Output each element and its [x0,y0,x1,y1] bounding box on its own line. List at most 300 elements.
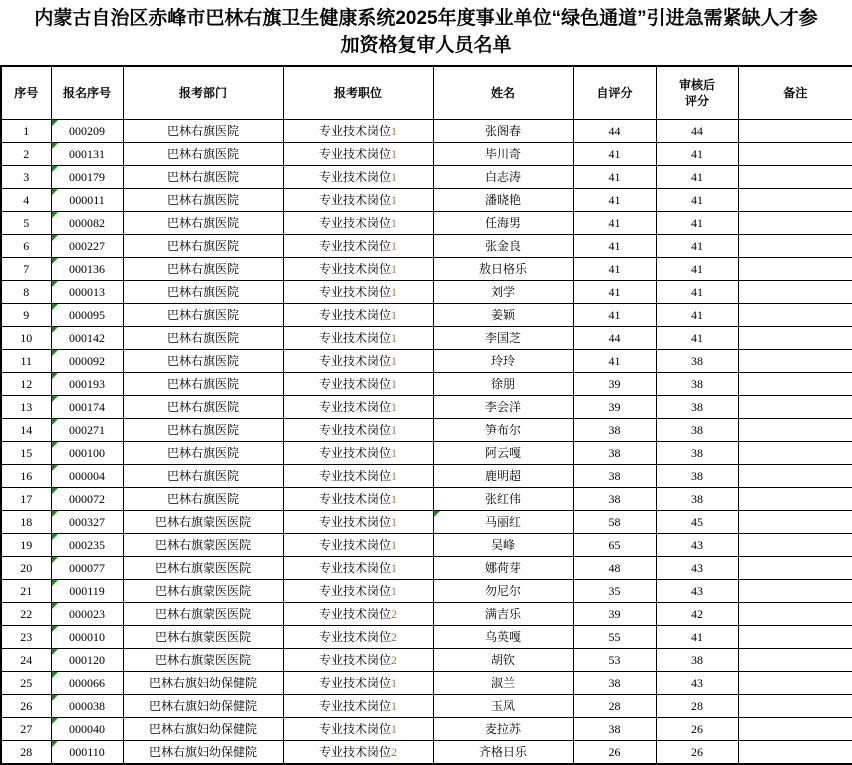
table-row [1,511,852,534]
cell-review_score: 28 [656,695,738,718]
cell-reg_no: 000142 [51,327,123,350]
cell-review_score: 38 [656,442,738,465]
green-triangle-marker [52,580,58,586]
table-row [1,557,852,580]
cell-self_score: 38 [573,718,656,741]
cell-index: 4 [1,189,51,212]
cell-self_score: 41 [573,281,656,304]
cell-position: 专业技术岗位2 [283,649,433,672]
cell-index: 21 [1,580,51,603]
cell-self_score: 38 [573,465,656,488]
cell-position: 专业技术岗位1 [283,442,433,465]
cell-remark [738,304,852,327]
table-row [1,235,852,258]
cell-review_score: 43 [656,672,738,695]
cell-review_score: 41 [656,189,738,212]
cell-review_score: 38 [656,350,738,373]
cell-self_score: 65 [573,534,656,557]
cell-review_score: 26 [656,741,738,765]
cell-review_score: 41 [656,327,738,350]
table-row [1,166,852,189]
cell-dept: 巴林右旗医院 [123,442,283,465]
cell-name: 姜颖 [433,304,573,327]
cell-position: 专业技术岗位1 [283,534,433,557]
green-triangle-marker [52,718,58,724]
cell-position: 专业技术岗位1 [283,120,433,143]
cell-self_score: 41 [573,350,656,373]
cell-remark [738,511,852,534]
table-row [1,695,852,718]
cell-name: 李会洋 [433,396,573,419]
cell-review_score: 41 [656,235,738,258]
cell-remark [738,120,852,143]
column-header-review_score: 审核后评分 [656,66,738,120]
cell-index: 14 [1,419,51,442]
position-number: 1 [391,193,397,207]
cell-index: 3 [1,166,51,189]
cell-position: 专业技术岗位1 [283,419,433,442]
cell-remark [738,465,852,488]
cell-reg_no: 000100 [51,442,123,465]
table-row [1,465,852,488]
cell-self_score: 58 [573,511,656,534]
cell-reg_no: 000072 [51,488,123,511]
cell-reg_no: 000010 [51,626,123,649]
position-number: 1 [391,722,397,736]
cell-position: 专业技术岗位1 [283,718,433,741]
cell-self_score: 41 [573,189,656,212]
green-triangle-marker [52,304,58,310]
column-header-position: 报考职位 [283,66,433,120]
cell-dept: 巴林右旗医院 [123,212,283,235]
cell-name: 阿云嘎 [433,442,573,465]
cell-dept: 巴林右旗医院 [123,419,283,442]
column-header-remark: 备注 [738,66,852,120]
cell-name: 张阁春 [433,120,573,143]
position-number: 1 [391,124,397,138]
cell-index: 24 [1,649,51,672]
position-number: 1 [391,676,397,690]
position-number: 1 [391,216,397,230]
cell-dept: 巴林右旗医院 [123,465,283,488]
table-row [1,534,852,557]
green-triangle-marker [52,442,58,448]
cell-remark [738,166,852,189]
green-triangle-marker [52,603,58,609]
cell-dept: 巴林右旗蒙医医院 [123,626,283,649]
green-triangle-marker [52,212,58,218]
position-number: 1 [391,331,397,345]
cell-reg_no: 000066 [51,672,123,695]
green-triangle-marker [52,695,58,701]
cell-dept: 巴林右旗蒙医医院 [123,557,283,580]
cell-name: 李国芝 [433,327,573,350]
cell-name: 刘学 [433,281,573,304]
cell-dept: 巴林右旗妇幼保健院 [123,672,283,695]
green-triangle-marker [52,258,58,264]
cell-name: 满吉乐 [433,603,573,626]
cell-index: 25 [1,672,51,695]
green-triangle-marker [52,465,58,471]
cell-review_score: 41 [656,143,738,166]
cell-dept: 巴林右旗医院 [123,281,283,304]
cell-position: 专业技术岗位1 [283,396,433,419]
position-number: 1 [391,446,397,460]
cell-reg_no: 000013 [51,281,123,304]
cell-index: 19 [1,534,51,557]
cell-review_score: 42 [656,603,738,626]
cell-name: 任海男 [433,212,573,235]
cell-dept: 巴林右旗蒙医医院 [123,649,283,672]
green-triangle-marker [52,166,58,172]
cell-index: 7 [1,258,51,281]
table-row [1,350,852,373]
green-triangle-marker [52,488,58,494]
cell-name: 麦拉苏 [433,718,573,741]
cell-reg_no: 000327 [51,511,123,534]
cell-dept: 巴林右旗蒙医医院 [123,534,283,557]
cell-position: 专业技术岗位1 [283,327,433,350]
cell-reg_no: 000179 [51,166,123,189]
cell-self_score: 26 [573,741,656,765]
cell-name: 潘晓艳 [433,189,573,212]
cell-position: 专业技术岗位1 [283,143,433,166]
table-row [1,419,852,442]
cell-reg_no: 000038 [51,695,123,718]
cell-index: 9 [1,304,51,327]
cell-self_score: 44 [573,120,656,143]
position-number: 1 [391,308,397,322]
cell-dept: 巴林右旗妇幼保健院 [123,741,283,765]
cell-reg_no: 000040 [51,718,123,741]
cell-dept: 巴林右旗医院 [123,166,283,189]
cell-position: 专业技术岗位1 [283,511,433,534]
table-row [1,580,852,603]
cell-index: 13 [1,396,51,419]
cell-position: 专业技术岗位1 [283,580,433,603]
cell-dept: 巴林右旗医院 [123,235,283,258]
cell-remark [738,534,852,557]
page-title-line2: 加资格复审人员名单 [340,35,512,56]
green-triangle-marker [52,396,58,402]
cell-dept: 巴林右旗妇幼保健院 [123,695,283,718]
cell-position: 专业技术岗位1 [283,373,433,396]
cell-remark [738,649,852,672]
cell-reg_no: 000119 [51,580,123,603]
cell-self_score: 28 [573,695,656,718]
cell-index: 17 [1,488,51,511]
position-number: 1 [391,400,397,414]
cell-index: 5 [1,212,51,235]
green-triangle-marker [52,511,58,517]
page-title-line1: 内蒙古自治区赤峰市巴林右旗卫生健康系统2025年度事业单位“绿色通道”引进急需紧缺人才参 [34,8,818,29]
cell-self_score: 38 [573,419,656,442]
cell-reg_no: 000095 [51,304,123,327]
green-triangle-marker [52,235,58,241]
cell-name: 毕川奇 [433,143,573,166]
cell-name: 张金良 [433,235,573,258]
cell-index: 12 [1,373,51,396]
cell-self_score: 39 [573,603,656,626]
table-row [1,396,852,419]
cell-position: 专业技术岗位1 [283,304,433,327]
cell-remark [738,580,852,603]
cell-index: 1 [1,120,51,143]
table-row [1,143,852,166]
cell-reg_no: 000174 [51,396,123,419]
cell-self_score: 41 [573,235,656,258]
cell-index: 11 [1,350,51,373]
cell-remark [738,373,852,396]
green-triangle-marker [52,373,58,379]
cell-position: 专业技术岗位1 [283,189,433,212]
cell-review_score: 41 [656,626,738,649]
cell-self_score: 39 [573,373,656,396]
cell-dept: 巴林右旗医院 [123,350,283,373]
cell-self_score: 48 [573,557,656,580]
cell-review_score: 41 [656,166,738,189]
cell-index: 16 [1,465,51,488]
cell-name: 娜荷芽 [433,557,573,580]
green-triangle-marker [52,120,58,126]
cell-position: 专业技术岗位1 [283,465,433,488]
cell-review_score: 44 [656,120,738,143]
cell-position: 专业技术岗位2 [283,626,433,649]
cell-self_score: 41 [573,212,656,235]
cell-index: 23 [1,626,51,649]
cell-reg_no: 000077 [51,557,123,580]
table-row [1,304,852,327]
table-row [1,649,852,672]
cell-index: 18 [1,511,51,534]
column-header-self_score: 自评分 [573,66,656,120]
cell-index: 6 [1,235,51,258]
position-number: 1 [391,354,397,368]
position-number: 1 [391,239,397,253]
green-triangle-marker [52,557,58,563]
table-row [1,741,852,765]
cell-name: 勿尼尔 [433,580,573,603]
green-triangle-marker [52,649,58,655]
position-number: 1 [391,515,397,529]
table-row [1,718,852,741]
cell-self_score: 41 [573,258,656,281]
cell-name: 乌英嘎 [433,626,573,649]
cell-review_score: 41 [656,212,738,235]
table-row [1,258,852,281]
column-header-name: 姓名 [433,66,573,120]
cell-position: 专业技术岗位1 [283,235,433,258]
cell-name: 玲玲 [433,350,573,373]
cell-dept: 巴林右旗医院 [123,396,283,419]
cell-reg_no: 000271 [51,419,123,442]
cell-name: 笋布尔 [433,419,573,442]
table-row [1,603,852,626]
cell-remark [738,143,852,166]
cell-dept: 巴林右旗医院 [123,327,283,350]
cell-dept: 巴林右旗医院 [123,373,283,396]
table-header [1,66,852,120]
cell-remark [738,258,852,281]
cell-position: 专业技术岗位1 [283,557,433,580]
cell-review_score: 43 [656,580,738,603]
cell-index: 22 [1,603,51,626]
cell-index: 27 [1,718,51,741]
cell-name: 玉凤 [433,695,573,718]
position-number: 1 [391,538,397,552]
cell-remark [738,741,852,765]
cell-remark [738,672,852,695]
green-triangle-marker [52,143,58,149]
position-number: 2 [391,630,397,644]
cell-reg_no: 000227 [51,235,123,258]
cell-position: 专业技术岗位1 [283,350,433,373]
cell-index: 8 [1,281,51,304]
green-triangle-marker [52,350,58,356]
cell-review_score: 41 [656,258,738,281]
cell-self_score: 44 [573,327,656,350]
cell-reg_no: 000082 [51,212,123,235]
cell-remark [738,189,852,212]
cell-index: 28 [1,741,51,765]
cell-reg_no: 000120 [51,649,123,672]
cell-position: 专业技术岗位2 [283,603,433,626]
cell-review_score: 38 [656,396,738,419]
column-header-index: 序号 [1,66,51,120]
cell-self_score: 53 [573,649,656,672]
cell-review_score: 43 [656,557,738,580]
cell-position: 专业技术岗位1 [283,488,433,511]
cell-dept: 巴林右旗蒙医医院 [123,511,283,534]
table-header-row [1,66,852,120]
cell-reg_no: 000110 [51,741,123,765]
cell-review_score: 41 [656,304,738,327]
position-number: 1 [391,147,397,161]
cell-remark [738,442,852,465]
position-number: 1 [391,492,397,506]
position-number: 1 [391,561,397,575]
position-number: 1 [391,469,397,483]
cell-name: 齐格日乐 [433,741,573,765]
cell-self_score: 41 [573,143,656,166]
cell-name: 吴峰 [433,534,573,557]
cell-review_score: 43 [656,534,738,557]
position-number: 1 [391,262,397,276]
cell-index: 26 [1,695,51,718]
cell-review_score: 41 [656,281,738,304]
cell-name: 白志涛 [433,166,573,189]
cell-index: 2 [1,143,51,166]
cell-reg_no: 000011 [51,189,123,212]
cell-review_score: 38 [656,419,738,442]
roster-table [0,65,852,765]
position-number: 2 [391,653,397,667]
green-triangle-marker [52,419,58,425]
green-triangle-marker [52,626,58,632]
cell-remark [738,396,852,419]
position-number: 2 [391,745,397,759]
cell-position: 专业技术岗位1 [283,672,433,695]
cell-index: 15 [1,442,51,465]
cell-self_score: 38 [573,442,656,465]
green-triangle-marker [52,327,58,333]
table-row [1,672,852,695]
cell-name: 张红伟 [433,488,573,511]
column-header-dept: 报考部门 [123,66,283,120]
cell-reg_no: 000235 [51,534,123,557]
cell-remark [738,350,852,373]
cell-reg_no: 000193 [51,373,123,396]
cell-index: 20 [1,557,51,580]
cell-dept: 巴林右旗医院 [123,143,283,166]
cell-position: 专业技术岗位1 [283,281,433,304]
table-row [1,442,852,465]
cell-self_score: 38 [573,488,656,511]
cell-self_score: 38 [573,672,656,695]
cell-name: 鹿明超 [433,465,573,488]
green-triangle-marker [52,534,58,540]
page-title [0,0,852,59]
cell-review_score: 45 [656,511,738,534]
cell-review_score: 38 [656,488,738,511]
cell-dept: 巴林右旗医院 [123,488,283,511]
cell-remark [738,488,852,511]
cell-self_score: 39 [573,396,656,419]
cell-dept: 巴林右旗医院 [123,120,283,143]
position-number: 1 [391,377,397,391]
cell-dept: 巴林右旗妇幼保健院 [123,718,283,741]
cell-remark [738,281,852,304]
table-row [1,189,852,212]
green-triangle-marker [52,741,58,747]
table-row [1,373,852,396]
cell-name: 敖日格乐 [433,258,573,281]
cell-position: 专业技术岗位1 [283,258,433,281]
cell-dept: 巴林右旗蒙医医院 [123,580,283,603]
position-number: 2 [391,607,397,621]
cell-remark [738,212,852,235]
cell-review_score: 38 [656,649,738,672]
cell-reg_no: 000131 [51,143,123,166]
table-row [1,626,852,649]
cell-name: 马丽红 [433,511,573,534]
cell-dept: 巴林右旗医院 [123,258,283,281]
cell-self_score: 35 [573,580,656,603]
cell-index: 10 [1,327,51,350]
green-triangle-marker [52,281,58,287]
cell-remark [738,419,852,442]
cell-dept: 巴林右旗医院 [123,189,283,212]
table-row [1,281,852,304]
cell-position: 专业技术岗位1 [283,695,433,718]
position-number: 1 [391,285,397,299]
cell-reg_no: 000092 [51,350,123,373]
position-number: 1 [391,584,397,598]
cell-review_score: 38 [656,373,738,396]
cell-name: 淑兰 [433,672,573,695]
cell-reg_no: 000023 [51,603,123,626]
cell-self_score: 55 [573,626,656,649]
cell-position: 专业技术岗位1 [283,166,433,189]
cell-review_score: 26 [656,718,738,741]
cell-remark [738,626,852,649]
cell-remark [738,603,852,626]
cell-name: 胡钦 [433,649,573,672]
cell-position: 专业技术岗位1 [283,212,433,235]
cell-dept: 巴林右旗医院 [123,304,283,327]
position-number: 1 [391,170,397,184]
cell-position: 专业技术岗位2 [283,741,433,765]
